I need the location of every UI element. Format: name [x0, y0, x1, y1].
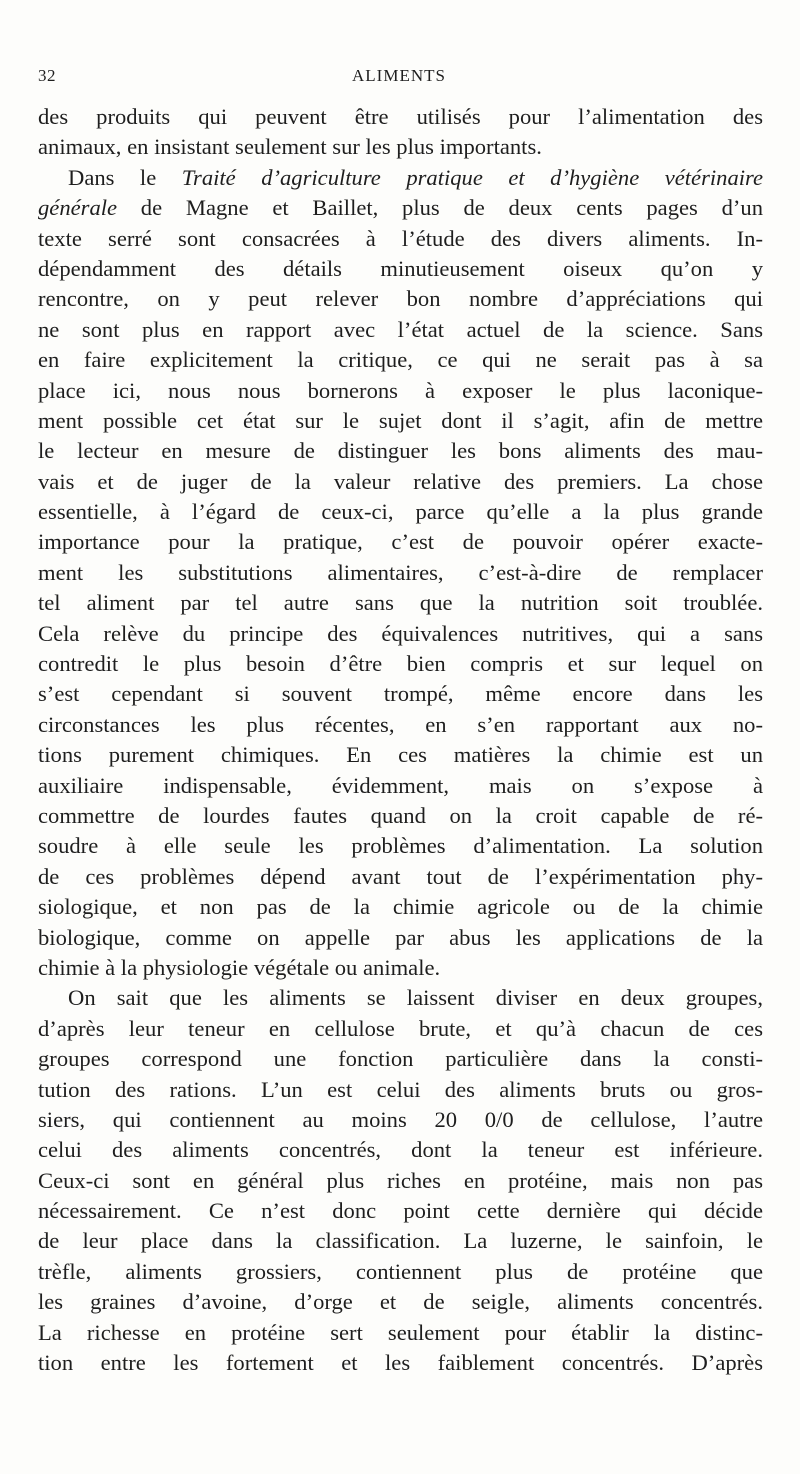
text-line: chimie à la physiologie végétale ou animale.	[38, 954, 441, 980]
text-line: s’est cependant si souvent trompé, même encore dans les	[38, 681, 763, 707]
text-line: Ceux-ci sont en général plus riches en protéine, mais non pas	[38, 1167, 763, 1193]
text-line: de leur place dans la classification. La luzerne, le sainfoin, le	[38, 1228, 763, 1254]
text-line: tions purement chimiques. En ces matières la chimie est un	[38, 742, 763, 768]
page-number: 32	[38, 66, 56, 85]
text-line: essentielle, à l’égard de ceux-ci, parce qu’elle a la plus grande	[38, 499, 763, 525]
text-line: siologique, et non pas de la chimie agricole ou de la chimie	[38, 894, 763, 920]
running-title: ALIMENTS	[352, 66, 446, 85]
text-line: de ces problèmes dépend avant tout de l’expérimentation phy-	[38, 863, 763, 889]
text-line: texte serré sont consacrées à l’étude des divers aliments. In-	[38, 225, 763, 251]
text-line: animaux, en insistant seulement sur les plus importants.	[38, 134, 542, 160]
text-line: vais et de juger de la valeur relative des premiers. La chose	[38, 468, 763, 494]
text-line: ment les substitutions alimentaires, c’est-à-dire de remplacer	[38, 559, 763, 585]
text-segment: de Magne et Baillet, plus de deux cents pages d’un	[117, 195, 763, 221]
text-line: celui des aliments concentrés, dont la teneur est inférieure.	[38, 1137, 763, 1163]
text-line: Cela relève du principe des équivalences nutritives, qui a sans	[38, 620, 763, 646]
text-line: auxiliaire indispensable, évidemment, mais on s’expose à	[38, 772, 763, 798]
text-segment: Dans le	[68, 164, 157, 190]
text-line: place ici, nous nous bornerons à exposer le plus laconique-	[38, 377, 763, 403]
book-title-italic: générale	[38, 195, 118, 221]
text-line: importance pour la pratique, c’est de pouvoir opérer exacte-	[38, 529, 763, 555]
text-line: des produits qui peuvent être utilisés pour l’alimentation des	[38, 104, 763, 129]
text-line: siers, qui contiennent au moins 20 0/0 de cellulose, l’autre	[38, 1106, 763, 1132]
text-line: soudre à elle seule les problèmes d’alimentation. La solution	[38, 833, 763, 859]
text-line: circonstances les plus récentes, en s’en rapportant aux no-	[38, 711, 763, 737]
running-head	[38, 66, 760, 90]
text-line: d’après leur teneur en cellulose brute, et qu’à chacun de ces	[38, 1015, 763, 1041]
text-line: trèfle, aliments grossiers, contiennent plus de protéine que	[38, 1258, 763, 1284]
text-line: On sait que les aliments se laissent diviser en deux groupes,	[68, 985, 763, 1011]
book-title-italic: Traité d’agriculture pratique et d’hygiène vétérinaire	[156, 164, 763, 190]
text-line: contredit le plus besoin d’être bien compris et sur lequel on	[38, 651, 763, 677]
text-line: biologique, comme on appelle par abus les applications de la	[38, 924, 763, 950]
text-line: ne sont plus en rapport avec l’état actuel de la science. Sans	[38, 316, 763, 342]
text-line: les graines d’avoine, d’orge et de seigle, aliments concentrés.	[38, 1289, 763, 1315]
text-line: nécessairement. Ce n’est donc point cette dernière qui décide	[38, 1198, 763, 1224]
text-line: ment possible cet état sur le sujet dont il s’agit, afin de mettre	[38, 407, 763, 433]
text-line: commettre de lourdes fautes quand on la croit capable de ré-	[38, 802, 763, 828]
text-line: groupes correspond une fonction particulière dans la consti-	[38, 1046, 763, 1072]
text-line: La richesse en protéine sert seulement pour établir la distinc-	[38, 1319, 763, 1345]
text-line: en faire explicitement la critique, ce qui ne serait pas à sa	[38, 347, 763, 373]
text-line	[38, 163, 763, 193]
text-line: tel aliment par tel autre sans que la nutrition soit troublée.	[38, 590, 763, 616]
text-line: tion entre les fortement et les faiblement concentrés. D’après	[38, 1350, 763, 1376]
text-line	[38, 193, 763, 223]
text-line: le lecteur en mesure de distinguer les bons aliments des mau-	[38, 438, 763, 464]
body-text	[38, 102, 763, 1378]
text-line: dépendamment des détails minutieusement oiseux qu’on y	[38, 255, 763, 281]
text-line: tution des rations. L’un est celui des aliments bruts ou gros-	[38, 1076, 763, 1102]
text-line: rencontre, on y peut relever bon nombre d’appréciations qui	[38, 286, 763, 312]
